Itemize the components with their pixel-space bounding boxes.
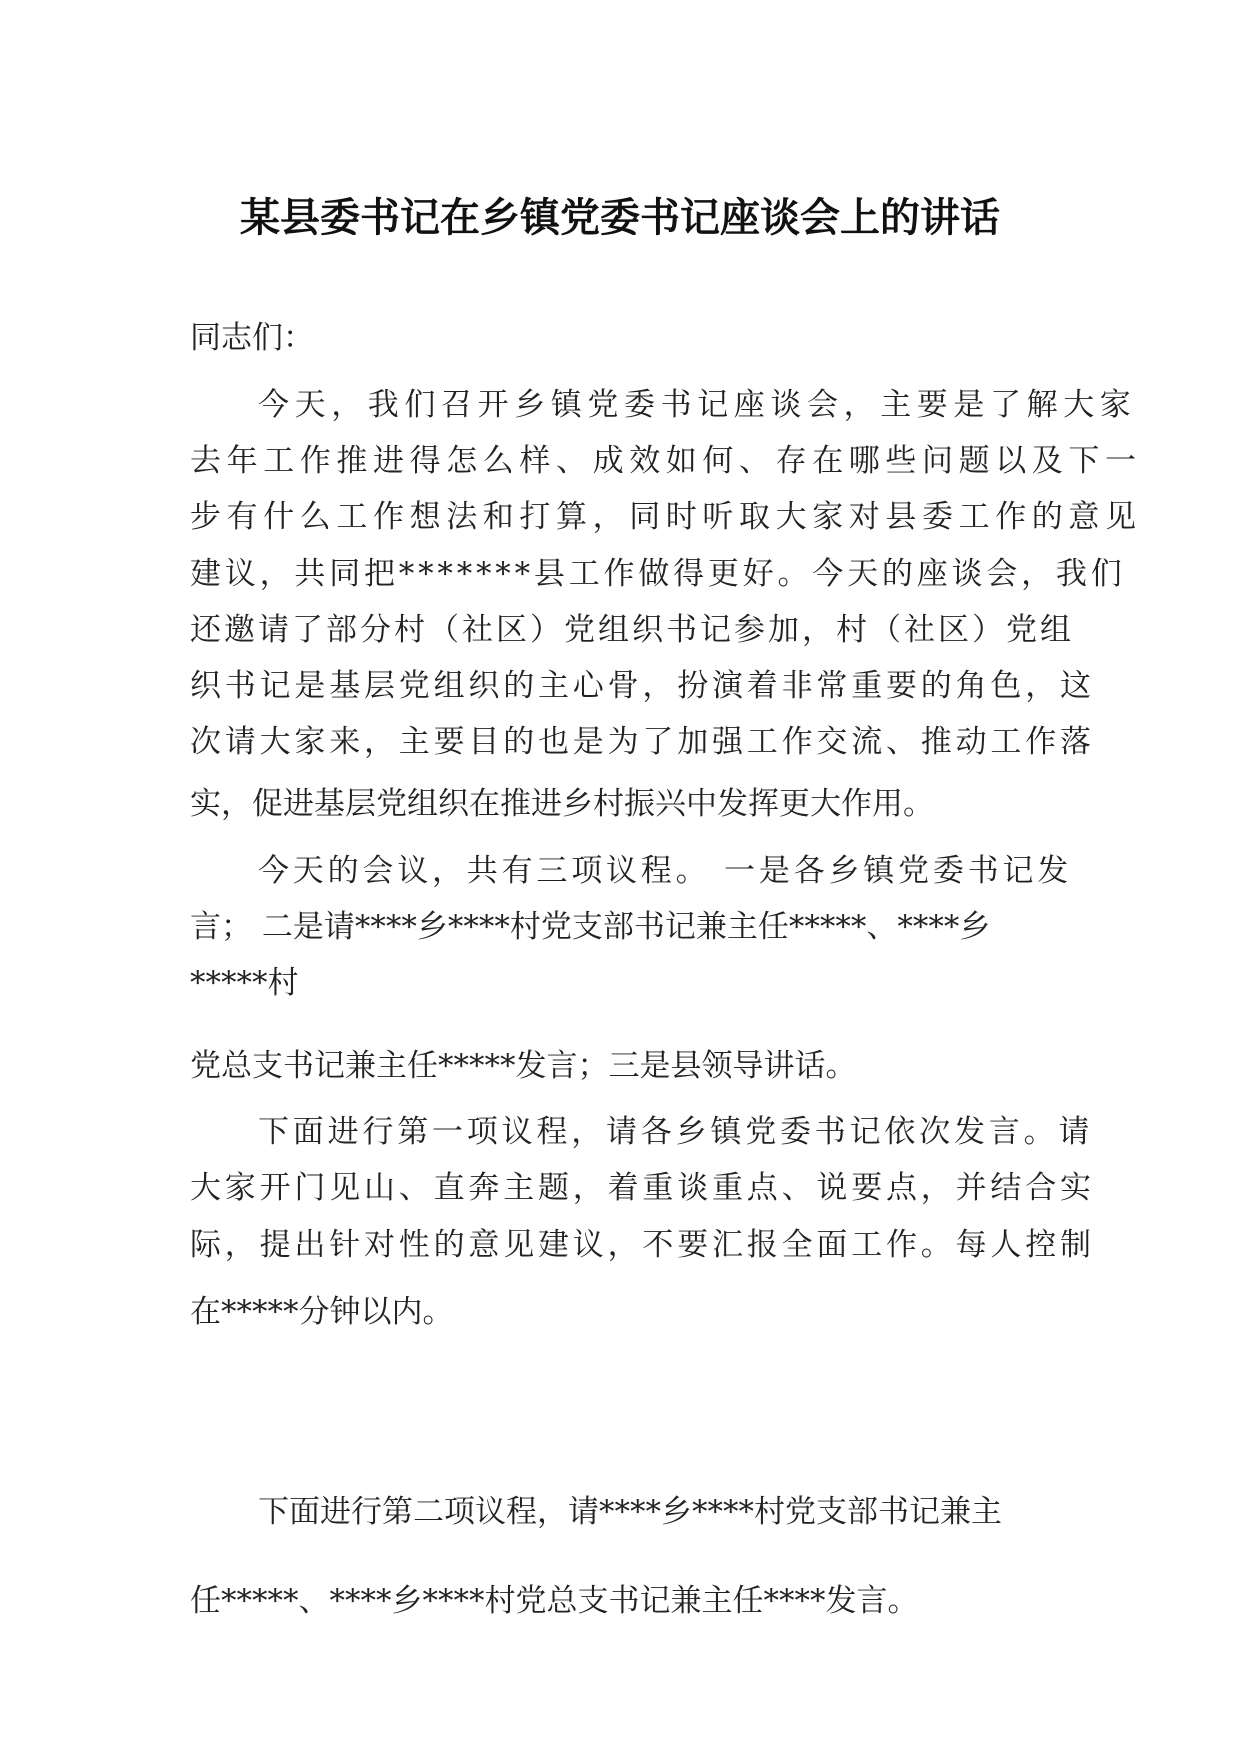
document-title: 某县委书记在乡镇党委书记座谈会上的讲话 — [240, 195, 1000, 241]
paragraph-2-line-1: 今天的会议，共有三项议程。 一是各乡镇党委书记发 — [258, 853, 1073, 889]
paragraph-2-line-3: *****村 — [190, 965, 299, 1001]
paragraph-1-line-4: 建议，共同把*******县工作做得更好。今天的座谈会，我们 — [190, 556, 1126, 592]
paragraph-3-line-2: 大家开门见山、直奔主题，着重谈重点、说要点，并结合实 — [190, 1170, 1095, 1206]
paragraph-1-line-5: 还邀请了部分村（社区）党组织书记参加，村（社区）党组 — [190, 612, 1074, 648]
paragraph-1-line-2: 去年工作推进得怎么样、成效如何、存在哪些问题以及下一 — [190, 443, 1142, 479]
paragraph-1-line-1: 今天，我们召开乡镇党委书记座谈会，主要是了解大家 — [258, 387, 1137, 423]
paragraph-3-line-3: 际，提出针对性的意见建议，不要汇报全面工作。每人控制 — [190, 1227, 1095, 1263]
paragraph-3-line-1: 下面进行第一项议程，请各乡镇党委书记依次发言。请 — [258, 1114, 1094, 1150]
paragraph-4-line-2: 任*****、****乡****村党总支书记兼主任****发言。 — [190, 1583, 919, 1619]
salutation-line: 同志们： — [190, 320, 314, 356]
paragraph-1-line-6: 织书记是基层党组织的主心骨，扮演着非常重要的角色，这 — [190, 668, 1095, 704]
paragraph-3-line-4: 在*****分钟以内。 — [190, 1294, 454, 1330]
paragraph-4-line-1: 下面进行第二项议程，请****乡****村党支部书记兼主 — [258, 1494, 1002, 1530]
paragraph-1-line-7: 次请大家来，主要目的也是为了加强工作交流、推动工作落 — [190, 724, 1095, 760]
paragraph-2-line-2: 言； 二是请****乡****村党支部书记兼主任*****、****乡 — [190, 909, 991, 945]
paragraph-1-line-3: 步有什么工作想法和打算，同时听取大家对县委工作的意见 — [190, 499, 1142, 535]
paragraph-2-line-4: 党总支书记兼主任*****发言；三是县领导讲话。 — [190, 1048, 857, 1084]
paragraph-1-line-8: 实，促进基层党组织在推进乡村振兴中发挥更大作用。 — [190, 786, 934, 822]
